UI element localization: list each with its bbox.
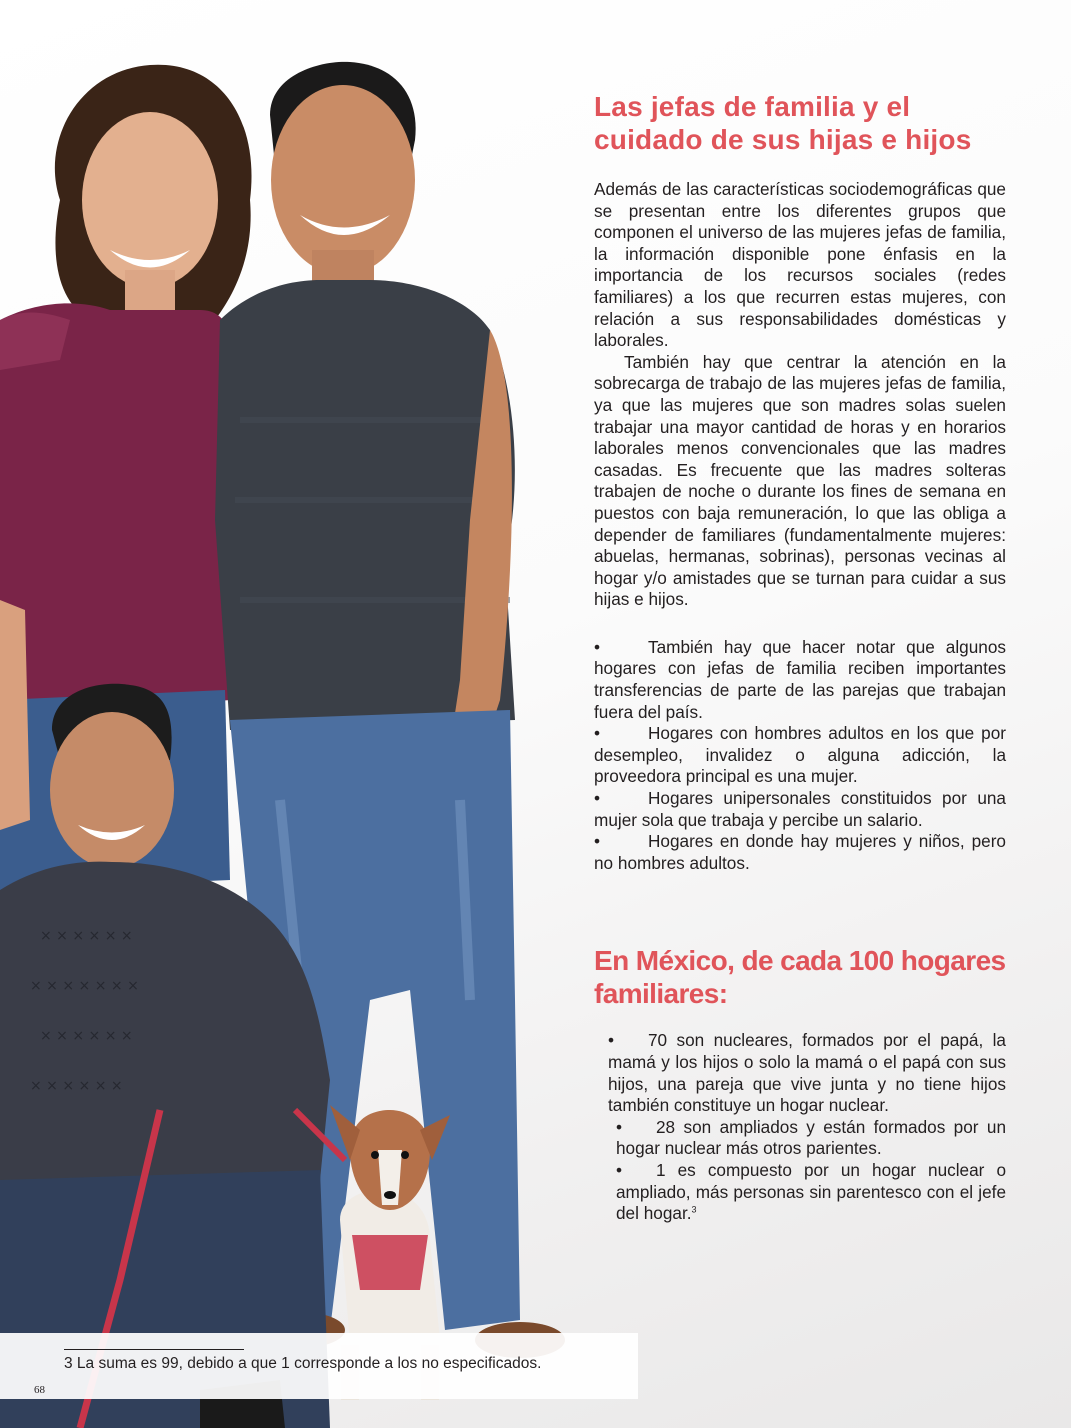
text-column	[594, 90, 1006, 1225]
list-item: • Hogares en donde hay mujeres y niños, pero no hombres adultos.	[594, 831, 1006, 873]
svg-text:× × × × × ×: × × × × × ×	[30, 1078, 123, 1094]
svg-text:× × × × × × ×: × × × × × × ×	[30, 978, 139, 994]
woman-top	[0, 303, 235, 720]
bullet-icon: •	[608, 1030, 615, 1051]
man-face	[271, 85, 415, 275]
page-number: 68	[34, 1384, 45, 1396]
footer	[0, 1333, 638, 1399]
paragraph: Además de las características sociodemográficas que se presentan entre los diferentes grupos que componen el universo de las mujeres jefas de familia, la información disponible pone énfasis en la importancia de los recursos sociales (redes familiares) a los que recurren estas mujeres, con relación a sus responsabilidades domésticas y laborales.	[594, 179, 1006, 351]
svg-text:× × × × × ×: × × × × × ×	[40, 928, 133, 944]
bullet-icon: •	[594, 723, 601, 744]
bullet-list	[602, 1030, 1006, 1224]
section-heading: En México, de cada 100 hogares familiares:	[594, 945, 1006, 1010]
svg-text:× × × × × ×: × × × × × ×	[40, 1028, 133, 1044]
bullet-icon: •	[594, 788, 601, 809]
bullet-icon: •	[594, 831, 601, 852]
bullet-icon: •	[594, 636, 601, 657]
footnote-rule	[64, 1349, 244, 1350]
list-item: • 28 son ampliados y están formados por un hogar nuclear más otros parientes.	[616, 1116, 1006, 1159]
bullet-list	[594, 637, 1006, 875]
footnote-reference: 3	[691, 1204, 697, 1215]
bullet-icon: •	[616, 1116, 623, 1137]
footnote: 3 La suma es 99, debido a que 1 corresponde a los no especificados.	[64, 1355, 542, 1372]
list-item: • 1 es compuesto por un hogar nuclear o ampliado, más personas sin parentesco con el jefe del hogar.$^3$	[616, 1159, 1006, 1224]
bullet-icon: •	[616, 1159, 623, 1180]
paragraph: También hay que centrar la atención en la sobrecarga de trabajo de las mujeres jefas de familia, ya que las mujeres que son madres solas suelen trabajar una mayor cantidad de horas y en horarios laborales menos convencionales que las madres casadas. Es frecuente que las madres solteras trabajen de noche o durante los fines de semana en puestos con baja remuneración, lo que las obliga a depender de familiares (fundamentalmente mujeres: abuelas, hermanas, sobrinas), personas vecinas al hogar y/o amistades que se turnan para cuidar a sus hijas e hijos.	[594, 351, 1006, 610]
list-item: • 70 son nucleares, formados por el papá, la mamá y los hijos o solo la mamá o el papá con sus hijos, una pareja que vive junta y no tiene hijos también constituye un hogar nuclear.	[608, 1030, 1006, 1116]
boy-face	[50, 712, 174, 868]
list-item: • Hogares unipersonales constituidos por una mujer sola que trabaja y percibe un salario.	[594, 788, 1006, 830]
list-item: • También hay que hacer notar que algunos hogares con jefas de familia reciben importantes transferencias de parte de las parejas que trabajan fuera del país.	[594, 636, 1006, 722]
section-heading: Las jefas de familia y el cuidado de sus hijas e hijos	[594, 91, 972, 155]
list-item: • Hogares con hombres adultos en los que por desempleo, invalidez o alguna adicción, la proveedora principal es una mujer.	[594, 723, 1006, 787]
